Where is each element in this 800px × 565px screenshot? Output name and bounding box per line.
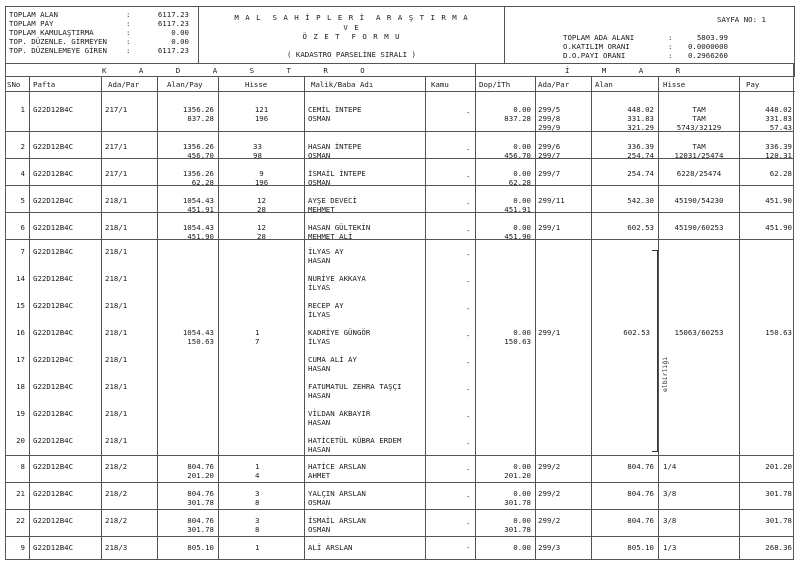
cell-adapar: 218/1 bbox=[105, 328, 128, 337]
cell-sno: 6 bbox=[20, 223, 25, 232]
cell-imar-alan: 448.02 bbox=[627, 105, 654, 114]
cell-pay: 150.63 bbox=[187, 337, 214, 346]
cell-pafta: G22D12B4C bbox=[33, 142, 74, 151]
row-separator bbox=[5, 559, 794, 560]
cell-dop: 0.00 bbox=[513, 105, 531, 114]
cell-sno: 19 bbox=[16, 409, 25, 418]
cell-kamu: - bbox=[466, 108, 471, 117]
cell-dop: 0.00 bbox=[513, 169, 531, 178]
cell-adapar: 218/1 bbox=[105, 196, 128, 205]
cell-kamu: - bbox=[466, 226, 471, 235]
summary-right-colon: : bbox=[668, 42, 673, 51]
row-separator bbox=[5, 509, 794, 510]
cell-sno: 7 bbox=[20, 247, 25, 256]
cell-ith: 451.91 bbox=[504, 205, 531, 214]
cell-baba: OSMAN bbox=[308, 525, 331, 534]
cell-kamu: - bbox=[466, 543, 471, 552]
cell-imar-pay: 448.02 bbox=[765, 105, 792, 114]
cell-ith: 456.70 bbox=[504, 151, 531, 160]
cell-malik: KADRİYE GÜNGÖR bbox=[308, 328, 371, 337]
cell-pafta: G22D12B4C bbox=[33, 489, 74, 498]
col-alanpay: Alan/Pay bbox=[167, 80, 203, 89]
summary-right-value: 0.0000000 bbox=[687, 42, 728, 51]
row-separator bbox=[5, 212, 794, 213]
cell-imar-hisse: 1/3 bbox=[663, 543, 677, 552]
cell-malik: CEMİL İNTEPE bbox=[308, 105, 362, 114]
cell-malik: VİLDAN AKBAYIR bbox=[308, 409, 371, 418]
cell-imar-alan: 321.29 bbox=[627, 123, 654, 132]
cell-adapar: 218/3 bbox=[105, 543, 128, 552]
cell-ith: 451.90 bbox=[504, 232, 531, 241]
cell-kamu: - bbox=[466, 519, 471, 528]
cell-imar-pay: 120.31 bbox=[765, 151, 792, 160]
cell-imar-adapar: 299/2 bbox=[538, 489, 561, 498]
cell-baba: HASAN bbox=[308, 445, 331, 454]
cell-imar-alan: 804.76 bbox=[627, 489, 654, 498]
cell-sno: 8 bbox=[20, 462, 25, 471]
cell-imar-pay: 150.63 bbox=[765, 328, 792, 337]
cell-dop: 0.00 bbox=[513, 223, 531, 232]
row-separator bbox=[5, 185, 794, 186]
cell-imar-pay: 301.78 bbox=[765, 489, 792, 498]
cell-malik: AYŞE DEVECİ bbox=[308, 196, 357, 205]
cell-hisse-num: 33 bbox=[253, 142, 262, 151]
summary-right-label: TOPLAM ADA ALANI bbox=[563, 33, 635, 42]
cell-hisse-den: 7 bbox=[255, 337, 260, 346]
cell-imar-adapar: 299/3 bbox=[538, 543, 561, 552]
cell-baba: MEHMET ALİ bbox=[308, 232, 353, 241]
cell-malik: HASAN GÜLTEKİN bbox=[308, 223, 371, 232]
cell-alan: 804.76 bbox=[187, 462, 214, 471]
cell-pafta: G22D12B4C bbox=[33, 223, 74, 232]
cell-adapar: 218/1 bbox=[105, 247, 128, 256]
form-title-block bbox=[199, 7, 505, 63]
cell-imar-adapar: 299/2 bbox=[538, 516, 561, 525]
row-separator bbox=[5, 482, 794, 483]
cell-pafta: G22D12B4C bbox=[33, 196, 74, 205]
cell-baba: HASAN bbox=[308, 364, 331, 373]
cell-baba: HASAN bbox=[308, 418, 331, 427]
cell-malik: İLYAS AY bbox=[308, 247, 344, 256]
cell-imar-hisse: TAM bbox=[692, 105, 706, 114]
cell-malik: HATİCETÜL KÜBRA ERDEM bbox=[308, 436, 402, 445]
cell-imar-hisse: 1/4 bbox=[663, 462, 677, 471]
section-kadastro-title: K A D A S T R O bbox=[102, 66, 379, 75]
cell-alan: 1054.43 bbox=[182, 223, 214, 232]
cell-baba: İLYAS bbox=[308, 310, 331, 319]
cell-adapar: 218/1 bbox=[105, 382, 128, 391]
cell-hisse-num: 1 bbox=[255, 462, 260, 471]
summary-left: TOPLAM ALAN : 6117.23 TOPLAM PAY : 6117.23 TOPLAM KAMULAŞTIRMA : 0.00 TOP. DÜZENLE. GİRMEYEN : 0.00 TOP. DÜZENLEMEYE GİREN : 6117.23 bbox=[6, 7, 199, 63]
summary-right-colon: : bbox=[668, 51, 673, 60]
form-subtitle: ( KADASTRO PARSELİNE SIRALI ) bbox=[286, 50, 417, 59]
cell-pafta: G22D12B4C bbox=[33, 274, 74, 283]
cell-kamu: - bbox=[466, 465, 471, 474]
cell-malik: ALİ ARSLAN bbox=[308, 543, 353, 552]
cell-pay: 451.90 bbox=[187, 232, 214, 241]
cell-imar-pay: 451.90 bbox=[765, 223, 792, 232]
cell-imar-alan: 804.76 bbox=[627, 462, 654, 471]
cell-sno: 4 bbox=[20, 169, 25, 178]
cell-adapar: 218/2 bbox=[105, 462, 128, 471]
cell-sno: 1 bbox=[20, 105, 25, 114]
page-number: SAYFA NO: 1 bbox=[717, 15, 766, 24]
col-adapar: Ada/Par bbox=[108, 80, 140, 89]
cell-imar-adapar: 299/7 bbox=[538, 169, 561, 178]
cell-malik: İSMAİL ARSLAN bbox=[308, 516, 366, 525]
cell-pay: 201.20 bbox=[187, 471, 214, 480]
cell-sno: 17 bbox=[16, 355, 25, 364]
row-separator bbox=[5, 455, 794, 456]
cell-imar-alan: 602.53 bbox=[627, 223, 654, 232]
cell-imar-alan: 804.76 bbox=[627, 516, 654, 525]
cell-adapar: 217/1 bbox=[105, 142, 128, 151]
cell-pay: 301.78 bbox=[187, 498, 214, 507]
cell-kamu: - bbox=[466, 439, 471, 448]
grid-line bbox=[535, 77, 536, 560]
cell-pafta: G22D12B4C bbox=[33, 355, 74, 364]
cell-adapar: 218/1 bbox=[105, 301, 128, 310]
cell-pafta: G22D12B4C bbox=[33, 382, 74, 391]
cell-imar-hisse: TAM bbox=[692, 142, 706, 151]
cell-imar-pay: 201.20 bbox=[765, 462, 792, 471]
cell-sno: 2 bbox=[20, 142, 25, 151]
cell-sno: 21 bbox=[16, 489, 25, 498]
col-imar-adapar: Ada/Par bbox=[538, 80, 570, 89]
cell-imar-adapar: 299/11 bbox=[538, 196, 565, 205]
cell-pafta: G22D12B4C bbox=[33, 169, 74, 178]
joint-ownership-label: elbirliği bbox=[661, 356, 669, 392]
cell-imar-hisse: 45190/60253 bbox=[674, 223, 724, 232]
cell-hisse-den: 196 bbox=[254, 114, 269, 123]
cell-imar-alan: 336.39 bbox=[627, 142, 654, 151]
cell-imar-alan: 805.10 bbox=[627, 543, 654, 552]
cell-kamu: - bbox=[466, 250, 471, 259]
cell-pafta: G22D12B4C bbox=[33, 105, 74, 114]
cell-hisse-den: 98 bbox=[253, 151, 262, 160]
cell-imar-hisse: 6228/25474 bbox=[676, 169, 722, 178]
cell-dop: 0.00 bbox=[513, 328, 531, 337]
cell-alan: 805.10 bbox=[187, 543, 214, 552]
cell-hisse-num: 12 bbox=[257, 223, 266, 232]
summary-right-colon: : bbox=[668, 33, 673, 42]
cell-pafta: G22D12B4C bbox=[33, 543, 74, 552]
form-header bbox=[5, 6, 795, 64]
column-header-row bbox=[5, 77, 795, 92]
grid-line bbox=[793, 63, 794, 560]
cell-kamu: - bbox=[466, 412, 471, 421]
cell-baba: AHMET bbox=[308, 471, 331, 480]
joint-ownership-bracket bbox=[652, 250, 658, 452]
cell-alan: 1054.43 bbox=[182, 328, 214, 337]
cell-ith: 301.78 bbox=[504, 525, 531, 534]
grid-line bbox=[5, 63, 6, 560]
cell-imar-hisse: 3/8 bbox=[663, 516, 677, 525]
cell-imar-hisse: 15063/60253 bbox=[674, 328, 724, 337]
cell-imar-hisse: 5743/32129 bbox=[676, 123, 722, 132]
cell-imar-pay: 62.28 bbox=[769, 169, 792, 178]
cell-imar-hisse: 45190/54230 bbox=[674, 196, 724, 205]
col-sno: SNo bbox=[7, 80, 21, 89]
col-pafta: Pafta bbox=[33, 80, 56, 89]
summary-right bbox=[505, 7, 794, 63]
col-dop: Dop/İTh bbox=[479, 80, 511, 89]
cell-pafta: G22D12B4C bbox=[33, 409, 74, 418]
cell-imar-adapar: 299/6 bbox=[538, 142, 561, 151]
cell-adapar: 218/2 bbox=[105, 516, 128, 525]
cell-adapar: 217/1 bbox=[105, 169, 128, 178]
cell-sno: 5 bbox=[20, 196, 25, 205]
cell-imar-adapar: 299/2 bbox=[538, 462, 561, 471]
cell-malik: CUMA ALİ AY bbox=[308, 355, 357, 364]
cell-sno: 18 bbox=[16, 382, 25, 391]
cell-baba: MEHMET bbox=[308, 205, 335, 214]
cell-hisse-den: 28 bbox=[257, 205, 266, 214]
col-imar-pay: Pay bbox=[746, 80, 760, 89]
cell-imar-pay: 268.36 bbox=[765, 543, 792, 552]
cell-hisse-num: 3 bbox=[255, 489, 260, 498]
cell-imar-hisse: 3/8 bbox=[663, 489, 677, 498]
grid-line bbox=[101, 77, 102, 560]
cell-hisse-num: 1 bbox=[255, 543, 260, 552]
cell-imar-adapar: 299/7 bbox=[538, 151, 561, 160]
cell-baba: OSMAN bbox=[308, 178, 331, 187]
grid-line bbox=[304, 77, 305, 560]
summary-right-value: 0.2966260 bbox=[687, 51, 728, 60]
cell-imar-adapar: 299/8 bbox=[538, 114, 561, 123]
cell-baba: OSMAN bbox=[308, 114, 331, 123]
cell-malik: FATUMATUL ZEHRA TAŞÇI bbox=[308, 382, 402, 391]
cell-sno: 22 bbox=[16, 516, 25, 525]
cell-pafta: G22D12B4C bbox=[33, 301, 74, 310]
cell-hisse-num: 1 bbox=[255, 328, 260, 337]
cell-adapar: 218/1 bbox=[105, 436, 128, 445]
cell-adapar: 218/1 bbox=[105, 274, 128, 283]
section-imar-title: İ M A R bbox=[565, 66, 695, 75]
section-imar bbox=[475, 63, 795, 77]
col-malik: Malik/Baba Adı bbox=[311, 80, 374, 89]
section-kadastro bbox=[5, 63, 476, 77]
cell-sno: 14 bbox=[16, 274, 25, 283]
cell-malik: NURİYE AKKAYA bbox=[308, 274, 366, 283]
cell-pay: 451.91 bbox=[187, 205, 214, 214]
form-page bbox=[5, 6, 795, 560]
col-hisse: Hisse bbox=[245, 80, 268, 89]
row-separator bbox=[5, 536, 794, 537]
cell-kamu: - bbox=[466, 145, 471, 154]
cell-dop: 0.00 bbox=[513, 196, 531, 205]
cell-hisse-den: 8 bbox=[255, 525, 260, 534]
cell-malik: İSMAİL İNTEPE bbox=[308, 169, 366, 178]
cell-hisse-den: 8 bbox=[255, 498, 260, 507]
cell-kamu: - bbox=[466, 385, 471, 394]
cell-baba: HASAN bbox=[308, 391, 331, 400]
cell-pay: 301.78 bbox=[187, 525, 214, 534]
cell-imar-alan: 254.74 bbox=[627, 151, 654, 160]
cell-baba: İLYAS bbox=[308, 283, 331, 292]
cell-pafta: G22D12B4C bbox=[33, 247, 74, 256]
cell-alan: 1356.26 bbox=[182, 142, 214, 151]
col-imar-hisse: Hisse bbox=[663, 80, 686, 89]
cell-imar-hisse: TAM bbox=[692, 114, 706, 123]
cell-malik: HATİCE ARSLAN bbox=[308, 462, 366, 471]
cell-hisse-num: 12 bbox=[257, 196, 266, 205]
cell-alan: 1054.43 bbox=[182, 196, 214, 205]
cell-kamu: - bbox=[466, 199, 471, 208]
cell-adapar: 218/1 bbox=[105, 355, 128, 364]
row-separator bbox=[5, 239, 794, 240]
cell-baba: İLYAS bbox=[308, 337, 331, 346]
cell-alan: 1356.26 bbox=[182, 169, 214, 178]
summary-right-value: 5803.99 bbox=[696, 33, 728, 42]
cell-sno: 15 bbox=[16, 301, 25, 310]
cell-hisse-num: 3 bbox=[255, 516, 260, 525]
grid-line bbox=[425, 77, 426, 560]
col-imar-alan: Alan bbox=[595, 80, 613, 89]
cell-malik: YALÇIN ARSLAN bbox=[308, 489, 366, 498]
cell-imar-alan: 254.74 bbox=[627, 169, 654, 178]
cell-kamu: - bbox=[466, 304, 471, 313]
grid-line bbox=[218, 77, 219, 560]
cell-baba: OSMAN bbox=[308, 151, 331, 160]
cell-dop: 0.00 bbox=[513, 543, 531, 552]
cell-imar-pay: 451.90 bbox=[765, 196, 792, 205]
cell-hisse-num: 9 bbox=[259, 169, 264, 178]
cell-hisse-den: 4 bbox=[255, 471, 260, 480]
cell-imar-pay: 57.43 bbox=[769, 123, 792, 132]
cell-kamu: - bbox=[466, 277, 471, 286]
cell-pay: 837.28 bbox=[187, 114, 214, 123]
cell-imar-adapar: 299/1 bbox=[538, 223, 561, 232]
cell-imar-alan: 602.53 bbox=[623, 328, 650, 337]
cell-ith: 62.28 bbox=[508, 178, 531, 187]
cell-ith: 201.20 bbox=[504, 471, 531, 480]
cell-kamu: - bbox=[466, 172, 471, 181]
cell-ith: 837.28 bbox=[504, 114, 531, 123]
summary-right-label: O.KATILIM ORANI bbox=[563, 42, 630, 51]
form-title-line3: Ö Z E T F O R M U bbox=[302, 32, 401, 41]
cell-imar-pay: 301.78 bbox=[765, 516, 792, 525]
cell-pay: 456.70 bbox=[187, 151, 214, 160]
col-kamu: Kamu bbox=[431, 80, 449, 89]
cell-malik: RECEP AY bbox=[308, 301, 344, 310]
form-title-line2: V E bbox=[343, 23, 360, 32]
form-title-line1: M A L S A H İ P L E R İ A R A Ş T I R M A bbox=[234, 13, 469, 22]
cell-hisse-den: 196 bbox=[254, 178, 269, 187]
cell-dop: 0.00 bbox=[513, 489, 531, 498]
cell-pafta: G22D12B4C bbox=[33, 328, 74, 337]
grid-line bbox=[29, 77, 30, 560]
cell-kamu: - bbox=[466, 331, 471, 340]
cell-imar-adapar: 299/1 bbox=[538, 328, 561, 337]
cell-adapar: 218/2 bbox=[105, 489, 128, 498]
cell-malik: HASAN İNTEPE bbox=[308, 142, 362, 151]
cell-sno: 20 bbox=[16, 436, 25, 445]
cell-imar-hisse: 12031/25474 bbox=[674, 151, 724, 160]
cell-adapar: 217/1 bbox=[105, 105, 128, 114]
cell-alan: 1356.26 bbox=[182, 105, 214, 114]
cell-kamu: - bbox=[466, 492, 471, 501]
cell-pafta: G22D12B4C bbox=[33, 436, 74, 445]
cell-alan: 804.76 bbox=[187, 489, 214, 498]
cell-adapar: 218/1 bbox=[105, 223, 128, 232]
cell-ith: 301.78 bbox=[504, 498, 531, 507]
cell-pay: 62.28 bbox=[191, 178, 214, 187]
cell-dop: 0.00 bbox=[513, 516, 531, 525]
cell-imar-pay: 331.83 bbox=[765, 114, 792, 123]
cell-sno: 9 bbox=[20, 543, 25, 552]
cell-baba: HASAN bbox=[308, 256, 331, 265]
cell-kamu: - bbox=[466, 358, 471, 367]
cell-dop: 0.00 bbox=[513, 462, 531, 471]
cell-sno: 16 bbox=[16, 328, 25, 337]
cell-imar-pay: 336.39 bbox=[765, 142, 792, 151]
cell-imar-adapar: 299/5 bbox=[538, 105, 561, 114]
cell-alan: 804.76 bbox=[187, 516, 214, 525]
cell-hisse-num: 121 bbox=[254, 105, 269, 114]
cell-hisse-den: 28 bbox=[257, 232, 266, 241]
cell-ith: 150.63 bbox=[504, 337, 531, 346]
cell-baba: OSMAN bbox=[308, 498, 331, 507]
cell-pafta: G22D12B4C bbox=[33, 516, 74, 525]
cell-imar-adapar: 299/9 bbox=[538, 123, 561, 132]
cell-adapar: 218/1 bbox=[105, 409, 128, 418]
cell-imar-alan: 542.30 bbox=[627, 196, 654, 205]
summary-right-label: D.O.PAYI ORANI bbox=[563, 51, 626, 60]
cell-dop: 0.00 bbox=[513, 142, 531, 151]
cell-pafta: G22D12B4C bbox=[33, 462, 74, 471]
cell-imar-alan: 331.83 bbox=[627, 114, 654, 123]
